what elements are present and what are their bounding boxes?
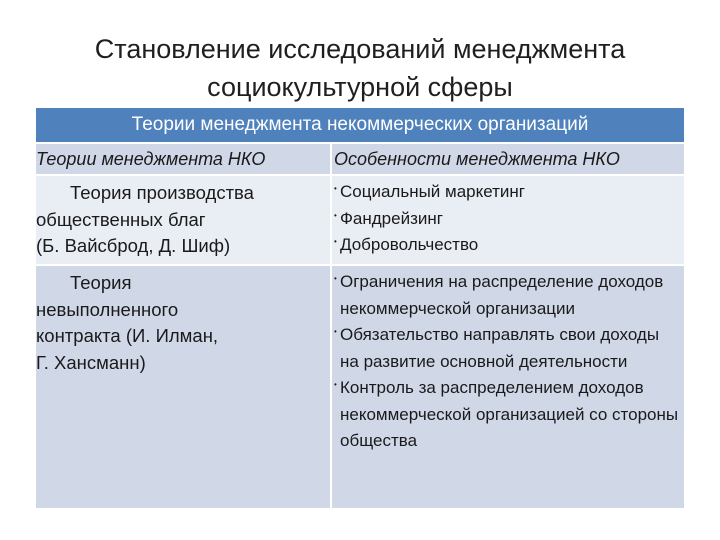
theory-text: контракта (И. Илман, [36, 325, 219, 346]
list-item [334, 179, 680, 206]
theory-text: Г. Хансманн) [36, 351, 146, 373]
feature-text: Фандрейзинг [340, 208, 443, 228]
feature-text: Обязательство направлять свои доходы на развитие основной деятельности [340, 325, 660, 371]
column-header-features: Особенности менеджмента НКО [331, 143, 684, 175]
theories-table [36, 108, 684, 508]
feature-text: Добровольчество [340, 235, 479, 254]
list-item [334, 322, 680, 375]
feature-text: Контроль за распределением доходов некоммерческой организацией со стороны общества [340, 378, 679, 450]
column-header-theories: Теории менеджмента НКО [36, 143, 331, 175]
slide-title-line-2: социокультурной сферы [207, 72, 513, 102]
bullet-icon: • [334, 274, 337, 283]
bullet-icon: • [334, 380, 337, 389]
list-item [334, 206, 680, 233]
feature-text: Социальный маркетинг [340, 182, 526, 201]
table-header: Теории менеджмента некоммерческих организаций [36, 108, 684, 143]
bullet-icon: • [334, 237, 337, 246]
list-item [334, 375, 680, 455]
table-row [36, 175, 684, 265]
theory-text: Теория [70, 272, 132, 293]
slide-title [0, 30, 720, 106]
theory-text: (Б. Вайсброд, Д. Шиф) [36, 235, 231, 256]
bullet-icon: • [334, 327, 337, 336]
features-list [334, 176, 684, 263]
table-row [36, 265, 684, 508]
slide-title-line-1: Становление исследований менеджмента [94, 34, 626, 64]
feature-text: Ограничения на распределение доходов некоммерческой организации [340, 272, 664, 318]
theory-text: невыполненного [36, 298, 179, 320]
list-item [334, 269, 680, 322]
bullet-icon: • [334, 210, 337, 220]
bullet-icon: • [334, 184, 337, 193]
theory-text: общественных благ [36, 208, 206, 230]
theory-cell [36, 266, 330, 508]
theory-cell [36, 176, 330, 264]
list-item [334, 232, 680, 259]
theory-text: Теория производства [70, 182, 254, 203]
features-list [334, 266, 684, 459]
